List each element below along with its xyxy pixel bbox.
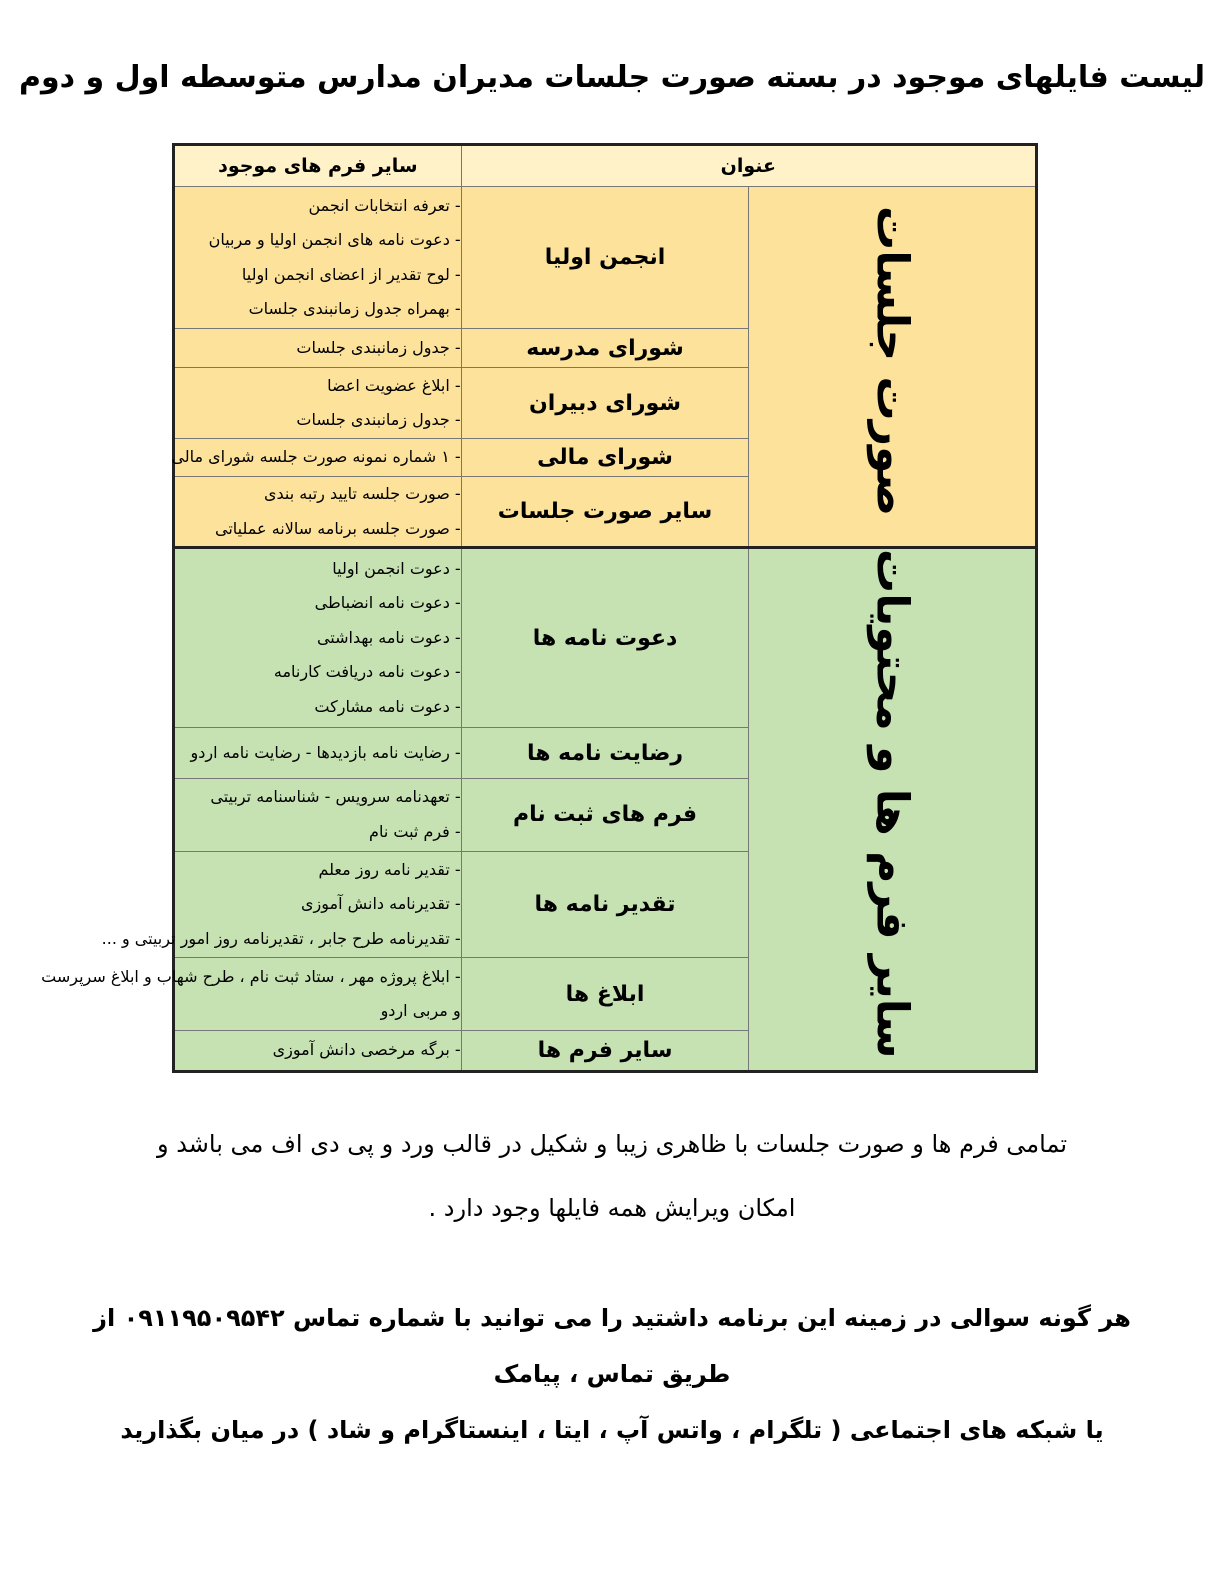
list-item: - تعرفه انتخابات انجمن <box>308 195 461 215</box>
section-label-meetings: صورت جلسات <box>749 187 1037 548</box>
list-item: - دعوت نامه دریافت کارنامه <box>273 662 461 682</box>
table-row <box>174 187 1037 329</box>
list-item: - دعوت نامه انضباطی <box>314 593 461 613</box>
list-item: - لوح تقدیر از اعضای انجمن اولیا <box>241 264 461 284</box>
info-paragraph <box>80 1112 1144 1240</box>
row-topic: دعوت نامه ها <box>461 548 749 728</box>
paragraph-line: امکان ویرایش همه فایلها وجود دارد . <box>428 1194 796 1222</box>
row-items <box>174 187 462 329</box>
list-item: - دعوت نامه های انجمن اولیا و مربیان <box>208 230 461 249</box>
section-label-forms: سایر فرم ها و محتویات <box>749 548 1037 1072</box>
row-items <box>174 728 462 779</box>
list-item: - برگه مرخصی دانش آموزی <box>272 1039 461 1059</box>
list-item: - دعوت نامه مشارکت <box>314 696 461 716</box>
list-item: - ۱ شماره نمونه صورت جلسه شورای مالی <box>171 447 461 467</box>
row-items <box>101 851 462 958</box>
list-item: - رضایت نامه بازدیدها - رضایت نامه اردو <box>190 742 461 762</box>
contact-paragraph <box>80 1290 1144 1458</box>
header-forms-cell: سایر فرم های موجود <box>174 145 462 187</box>
table-row <box>174 548 1037 728</box>
list-item: - صورت جلسه تایید رتبه بندی <box>264 484 461 503</box>
row-items <box>174 548 462 728</box>
list-item: - ابلاغ پروژه مهر ، ستاد ثبت نام ، طرح شهاب و ابلاغ سرپرست <box>41 966 461 986</box>
list-item: - جدول زمانبندی جلسات <box>296 337 461 357</box>
list-item: - بهمراه جدول زمانبندی جلسات <box>248 299 461 318</box>
list-item: - تعهدنامه سرویس - شناسنامه تربیتی <box>210 787 461 807</box>
list-item: - تقدیرنامه طرح جابر ، تقدیرنامه روز امور تربیتی و ... <box>101 928 461 948</box>
row-topic: سایر فرم ها <box>461 1030 749 1071</box>
paragraph-line: هر گونه سوالی در زمینه این برنامه داشتید را می توانید با شماره تماس ۰۹۱۱۹۵۰۹۵۴۲ از طریق تماس ، پیامک <box>93 1304 1131 1388</box>
header-title-cell: عنوان <box>461 145 1036 187</box>
row-items <box>174 477 462 548</box>
row-items <box>174 368 462 439</box>
row-items <box>174 1030 462 1071</box>
row-topic: انجمن اولیا <box>461 187 749 329</box>
list-item: - دعوت نامه بهداشتی <box>316 627 461 647</box>
list-item: - تقدیرنامه دانش آموزی <box>301 894 461 914</box>
list-item: و مربی اردو <box>380 1001 461 1021</box>
files-table <box>41 143 1038 1073</box>
row-items <box>171 439 462 477</box>
page-title: لیست فایلهای موجود در بسته صورت جلسات مدیران مدارس متوسطه اول و دوم <box>19 60 1205 95</box>
list-item: - ابلاغ عضویت اعضا <box>327 375 461 395</box>
row-topic: سایر صورت جلسات <box>461 477 749 548</box>
row-items <box>174 779 462 851</box>
row-items <box>174 329 462 368</box>
list-item: - فرم ثبت نام <box>369 821 461 841</box>
list-item: - صورت جلسه برنامه سالانه عملیاتی <box>215 518 461 538</box>
row-topic: فرم های ثبت نام <box>461 779 749 851</box>
row-topic: رضایت نامه ها <box>461 728 749 779</box>
list-item: - جدول زمانبندی جلسات <box>296 410 461 429</box>
row-topic: ابلاغ ها <box>461 958 749 1030</box>
row-topic: شورای مالی <box>461 439 749 477</box>
row-topic: شورای دبیران <box>461 368 749 439</box>
row-topic: تقدیر نامه ها <box>461 851 749 958</box>
row-topic: شورای مدرسه <box>461 329 749 368</box>
list-item: - تقدیر نامه روز معلم <box>318 859 461 879</box>
paragraph-line: یا شبکه های اجتماعی ( تلگرام ، واتس آپ ، ایتا ، اینستاگرام و شاد ) در میان بگذارید <box>120 1416 1104 1444</box>
row-items <box>41 958 462 1030</box>
paragraph-line: تمامی فرم ها و صورت جلسات با ظاهری زیبا و شکیل در قالب ورد و پی دی اف می باشد و <box>156 1130 1068 1158</box>
list-item: - دعوت انجمن اولیا <box>332 558 461 578</box>
